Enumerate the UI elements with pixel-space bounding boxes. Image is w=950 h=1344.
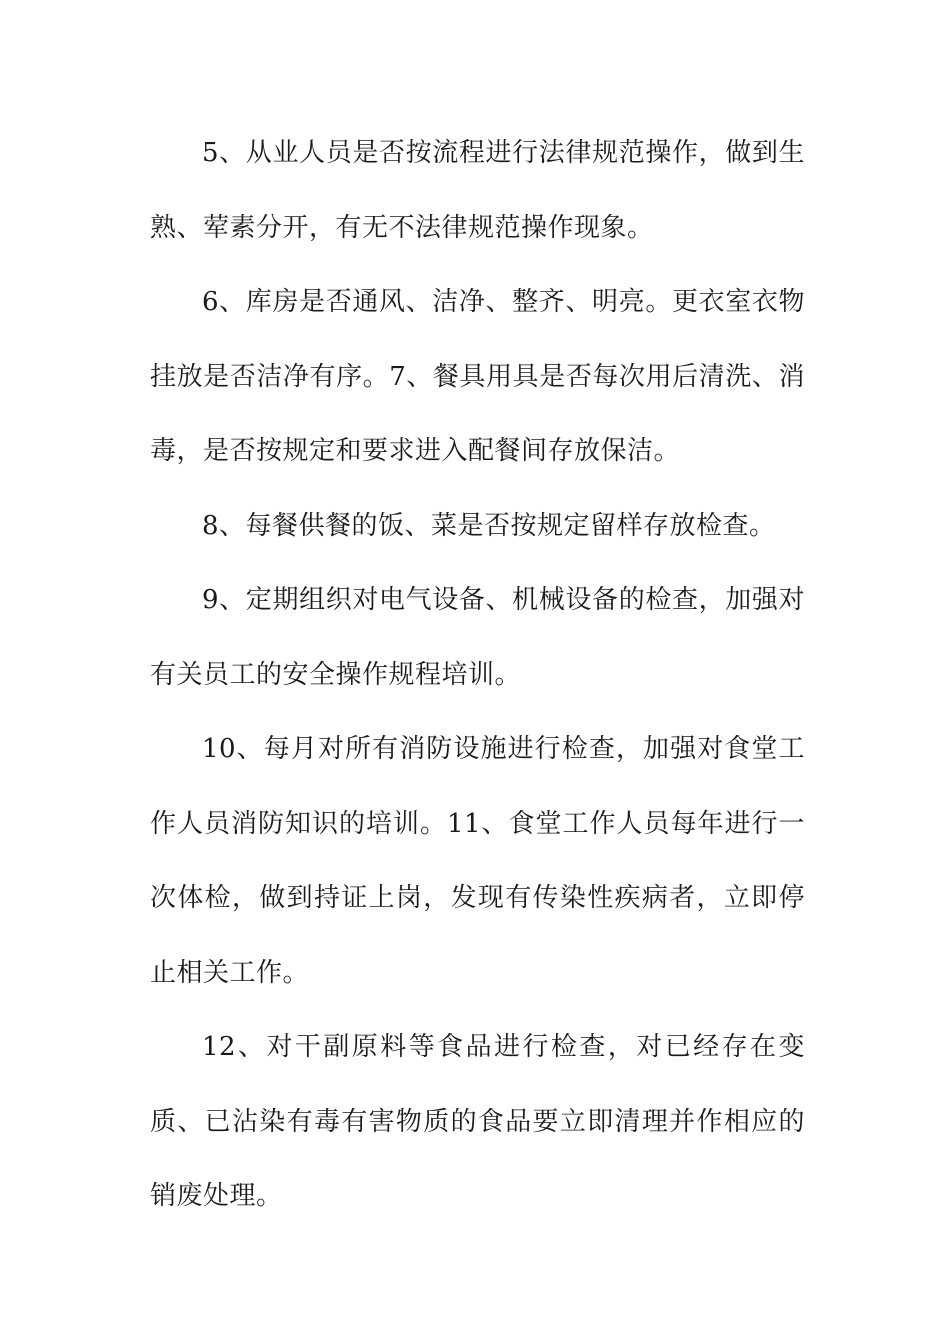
paragraph-item-8: 8、每餐供餐的饭、菜是否按规定留样存放检查。 — [202, 510, 776, 541]
paragraph-item-5: 5、从业人员是否按流程进行法律规范操作，做到生熟、荤素分开，有无不法律规范操作现象。 — [150, 138, 805, 243]
paragraph-item-10-11: 10、每月对所有消防设施进行检查，加强对食堂工作人员消防知识的培训。11、食堂工作人员每年进行一次体检，做到持证上岗，发现有传染性疾病者，立即停止相关工作。 — [150, 734, 805, 988]
paragraph-item-6-7: 6、库房是否通风、洁净、整齐、明亮。更衣室衣物挂放是否洁净有序。7、餐具用具是否每次用后清洗、消毒，是否按规定和要求进入配餐间存放保洁。 — [150, 287, 805, 466]
paragraph-item-9: 9、定期组织对电气设备、机械设备的检查，加强对有关员工的安全操作规程培训。 — [150, 585, 805, 690]
paragraph-item-12: 12、对干副原料等食品进行检查，对已经存在变质、已沾染有毒有害物质的食品要立即清理并作相应的销废处理。 — [150, 1032, 805, 1211]
document-body — [150, 116, 805, 1234]
